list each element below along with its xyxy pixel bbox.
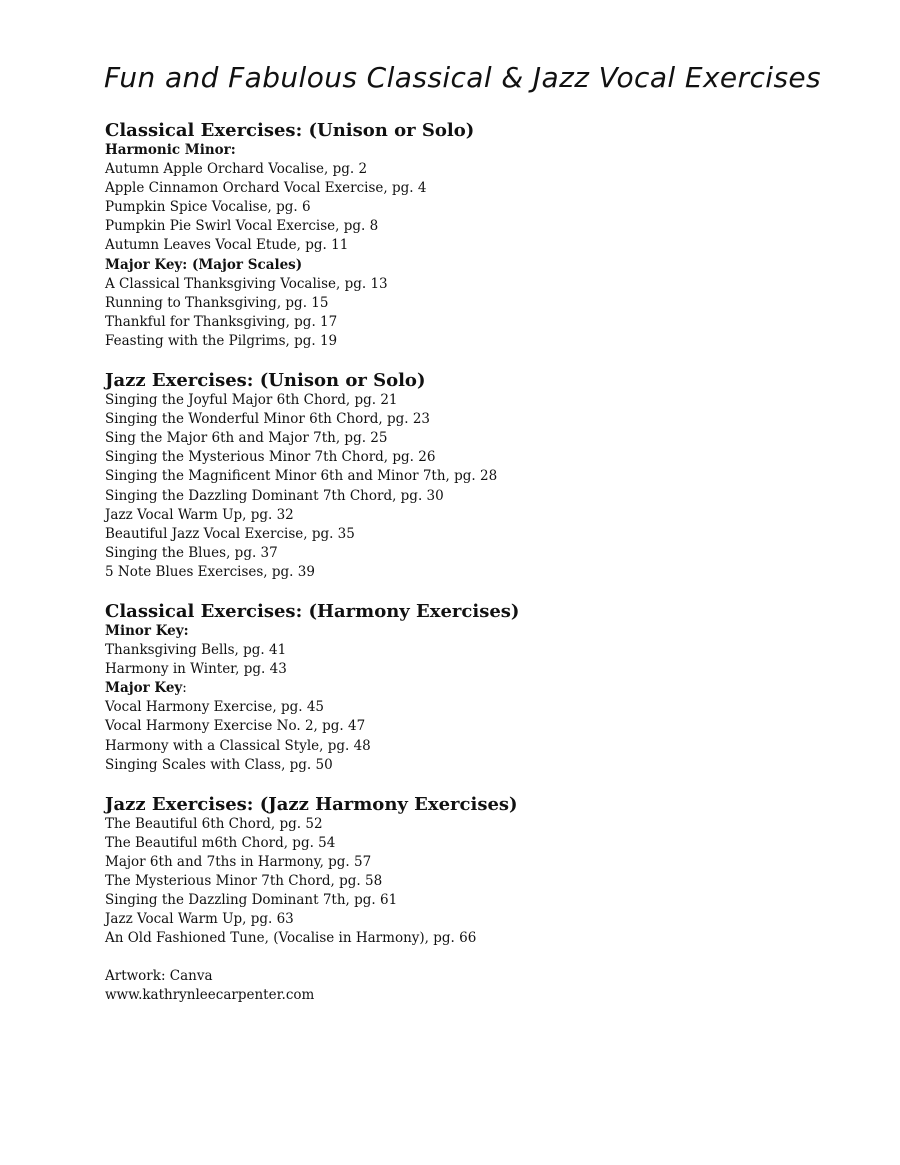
website-link[interactable]: www.kathrynleecarpenter.com: [105, 987, 315, 1004]
list-item: Beautiful Jazz Vocal Exercise, pg. 35: [105, 525, 355, 542]
list-item: Singing the Blues, pg. 37: [105, 544, 278, 561]
list-item: The Beautiful 6th Chord, pg. 52: [105, 815, 323, 832]
subheading-major-key: [105, 679, 805, 698]
list-item: Pumpkin Spice Vocalise, pg. 6: [105, 199, 311, 216]
section-heading: Jazz Exercises: (Unison or Solo): [105, 370, 426, 392]
list-item: Vocal Harmony Exercise No. 2, pg. 47: [105, 718, 366, 735]
list-item: Feasting with the Pilgrims, pg. 19: [105, 332, 338, 349]
list-item: Singing the Wonderful Minor 6th Chord, pg. 23: [105, 411, 430, 428]
list-item: Vocal Harmony Exercise, pg. 45: [105, 699, 325, 716]
subheading-text: Major Key: [105, 680, 183, 697]
section-heading: Classical Exercises: (Unison or Solo): [105, 120, 475, 141]
list-item: Singing Scales with Class, pg. 50: [105, 756, 333, 773]
list-item: 5 Note Blues Exercises, pg. 39: [105, 563, 315, 580]
list-item: Harmony with a Classical Style, pg. 48: [105, 737, 371, 754]
list-item: Thanksgiving Bells, pg. 41: [105, 642, 287, 659]
list-item: Autumn Leaves Vocal Etude, pg. 11: [105, 237, 349, 254]
list-item: Apple Cinnamon Orchard Vocal Exercise, pg. 4: [105, 180, 427, 197]
footer: [105, 967, 805, 1005]
list-item: Harmony in Winter, pg. 43: [105, 661, 287, 678]
subheading-colon: :: [182, 680, 187, 697]
list-item: Singing the Dazzling Dominant 7th, pg. 61: [105, 892, 398, 909]
list-item: An Old Fashioned Tune, (Vocalise in Harmony), pg. 66: [105, 930, 477, 947]
subheading-major-key: Major Key: (Major Scales): [105, 256, 303, 273]
subheading-minor-key: Minor Key:: [105, 622, 189, 639]
section-jazz-harmony: [105, 794, 805, 949]
list-item: Jazz Vocal Warm Up, pg. 63: [105, 911, 294, 928]
section-heading: Classical Exercises: (Harmony Exercises): [105, 600, 520, 622]
list-item: Singing the Dazzling Dominant 7th Chord, pg. 30: [105, 487, 444, 504]
artwork-credit: Artwork: Canva: [105, 968, 213, 985]
list-item: Singing the Magnificent Minor 6th and Minor 7th, pg. 28: [105, 468, 498, 485]
section-jazz-unison: [105, 370, 805, 582]
table-of-contents: [105, 120, 805, 1006]
list-item: Pumpkin Pie Swirl Vocal Exercise, pg. 8: [105, 218, 379, 235]
section-classical-unison: [105, 120, 805, 351]
list-item: Running to Thanksgiving, pg. 15: [105, 294, 329, 311]
list-item: Major 6th and 7ths in Harmony, pg. 57: [105, 853, 372, 870]
list-item: The Beautiful m6th Chord, pg. 54: [105, 834, 336, 851]
list-item: Singing the Joyful Major 6th Chord, pg. 21: [105, 392, 398, 409]
section-heading: Jazz Exercises: (Jazz Harmony Exercises): [105, 793, 518, 815]
subheading-harmonic-minor: Harmonic Minor:: [105, 142, 236, 158]
list-item: The Mysterious Minor 7th Chord, pg. 58: [105, 873, 383, 889]
document-title: Fun and Fabulous Classical & Jazz Vocal Exercises: [104, 61, 822, 94]
list-item: Singing the Mysterious Minor 7th Chord, pg. 26: [105, 449, 436, 466]
list-item: Sing the Major 6th and Major 7th, pg. 25: [105, 430, 388, 447]
list-item: Autumn Apple Orchard Vocalise, pg. 2: [105, 161, 368, 178]
list-item: Thankful for Thanksgiving, pg. 17: [105, 313, 338, 330]
list-item: Jazz Vocal Warm Up, pg. 32: [105, 506, 294, 523]
list-item: A Classical Thanksgiving Vocalise, pg. 13: [105, 275, 388, 292]
section-classical-harmony: [105, 601, 805, 775]
